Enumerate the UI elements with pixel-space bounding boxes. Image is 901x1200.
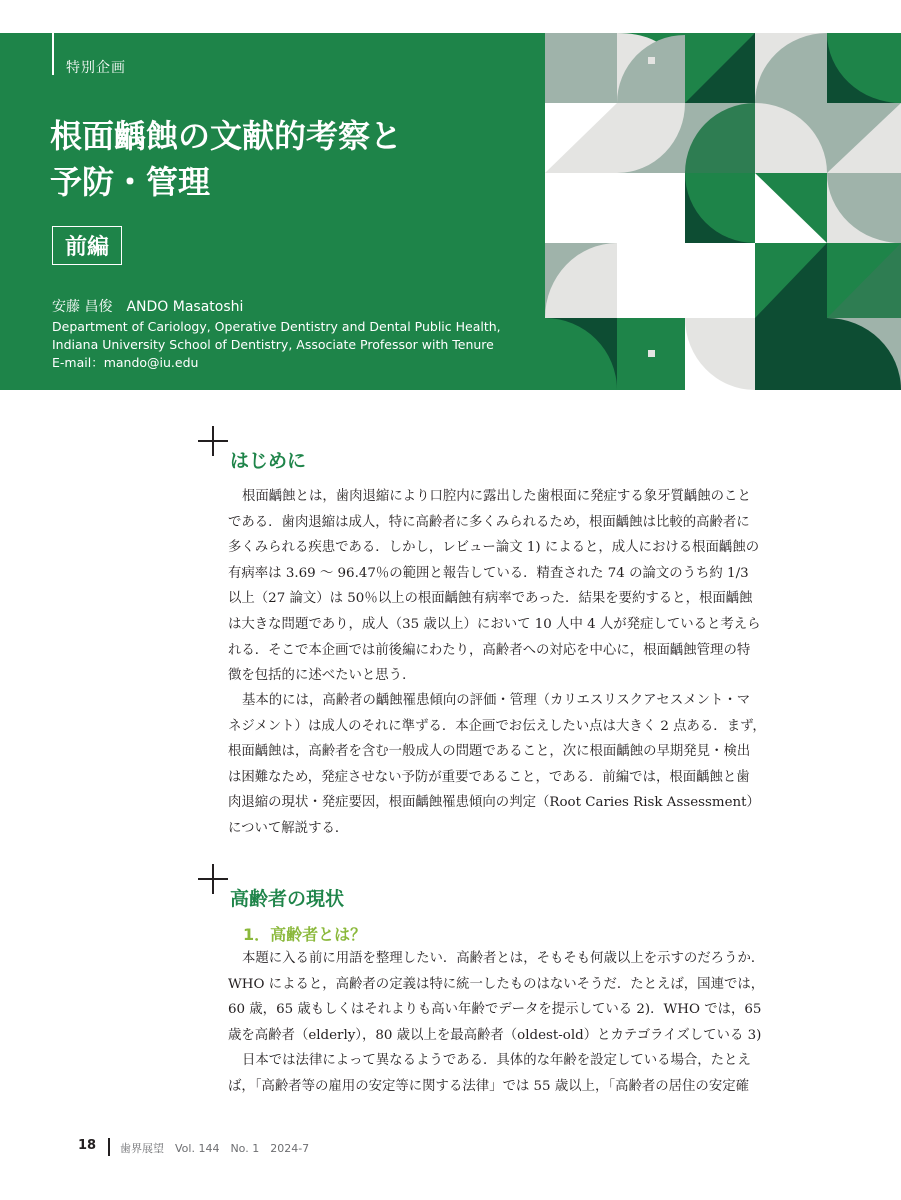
text-line: 60 歳，65 歳もしくはそれよりも高い年齢でデータを提示している 2)．WHO では，65 <box>228 1002 762 1018</box>
author-email: E-mail：mando@iu.edu <box>52 355 199 370</box>
article-title <box>50 113 402 205</box>
text-line: 根面齲蝕は，高齢者を含む一般成人の問題であること，次に根面齲蝕の早期発見・検出 <box>228 744 751 760</box>
body-paragraph <box>228 946 812 1048</box>
section-heading: はじめに <box>230 450 307 472</box>
text-line: は困難なため，発症させない予防が重要であること，である．前編では，根面齲蝕と歯 <box>228 769 750 785</box>
part-badge: 前編 <box>52 226 122 265</box>
geometric-pattern-graphic <box>545 33 901 390</box>
title-line-2: 予防・管理 <box>50 163 211 201</box>
feature-label: 特別企画 <box>66 60 126 76</box>
affiliation-line: Department of Cariology, Operative Dentistry and Dental Public Health, <box>52 319 501 334</box>
subsection-heading: 1．高齢者とは？ <box>243 925 367 944</box>
text-line: 根面齲蝕とは，歯肉退縮により口腔内に露出した歯根面に発症する象牙質齲蝕のこと <box>242 489 751 504</box>
text-line: 歳を高齢者（elderly），80 歳以上を最高齢者（oldest-old）とカテゴライズしている 3) <box>228 1027 762 1043</box>
text-line: ば，「高齢者等の雇用の安定等に関する法律」では 55 歳以上，「高齢者の居住の安定確 <box>228 1078 749 1094</box>
title-line-1: 根面齲蝕の文献的考察と <box>50 117 403 155</box>
section-marker-icon <box>198 864 228 894</box>
author-name: 安藤 昌俊 ANDO Masatoshi <box>52 299 244 315</box>
text-line: について解説する． <box>228 820 349 836</box>
footer-divider <box>108 1138 110 1156</box>
header-text-block <box>0 33 545 390</box>
text-line: 本題に入る前に用語を整理したい．高齢者とは，そもそも何歳以上を示すのだろうか． <box>242 951 765 966</box>
section-heading: 高齢者の現状 <box>230 888 345 910</box>
article-header <box>0 33 901 390</box>
text-line: ネジメント）は成人のそれに準ずる．本企画でお伝えしたい点は大きく 2 点ある．まず， <box>228 718 766 734</box>
text-line: である．歯肉退縮は成人，特に高齢者に多くみられるため，根面齲蝕は比較的高齢者に <box>228 514 750 530</box>
text-line: 以上（27 論文）は 50％以上の根面齲蝕有病率であった．結果を要約すると，根面齲蝕 <box>228 591 753 607</box>
text-line: 多くみられる疾患である．しかし，レビュー論文 1) によると，成人における根面齲蝕の <box>228 540 760 556</box>
body-paragraph <box>228 484 812 689</box>
body-paragraph <box>228 1048 812 1099</box>
text-line: 日本では法律によって異なるようである．具体的な年齢を設定している場合，たとえ <box>242 1053 751 1068</box>
text-line: れる．そこで本企画では前後編にわたり，高齢者への対応を中心に，根面齲蝕管理の特 <box>228 642 751 658</box>
page-number: 18 <box>78 1138 97 1153</box>
text-line: 基本的には，高齢者の齲蝕罹患傾向の評価・管理（カリエスリスクアセスメント・マ <box>242 693 751 708</box>
label-accent-line <box>52 33 54 75</box>
text-line: は大きな問題であり，成人（35 歳以上）において 10 人中 4 人が発症していると考えら <box>228 616 761 632</box>
text-line: 肉退縮の現状・発症要因，根面齲蝕罹患傾向の判定（Root Caries Risk Assessment） <box>228 795 760 811</box>
body-paragraph <box>228 688 812 842</box>
text-line: 徴を包括的に述べたいと思う． <box>228 668 416 684</box>
text-line: WHO によると，高齢者の定義は特に統一したものはないそうだ．たとえば，国連では， <box>228 976 765 992</box>
author-affiliation <box>52 318 501 372</box>
section-marker-icon <box>198 426 228 456</box>
text-line: 有病率は 3.69 〜 96.47％の範囲と報告している．精査された 74 の論文のうち約 1/3 <box>228 565 749 581</box>
affiliation-line: Indiana University School of Dentistry, Associate Professor with Tenure <box>52 337 494 352</box>
journal-info: 歯界展望 Vol. 144 No. 1 2024-7 <box>120 1142 310 1155</box>
